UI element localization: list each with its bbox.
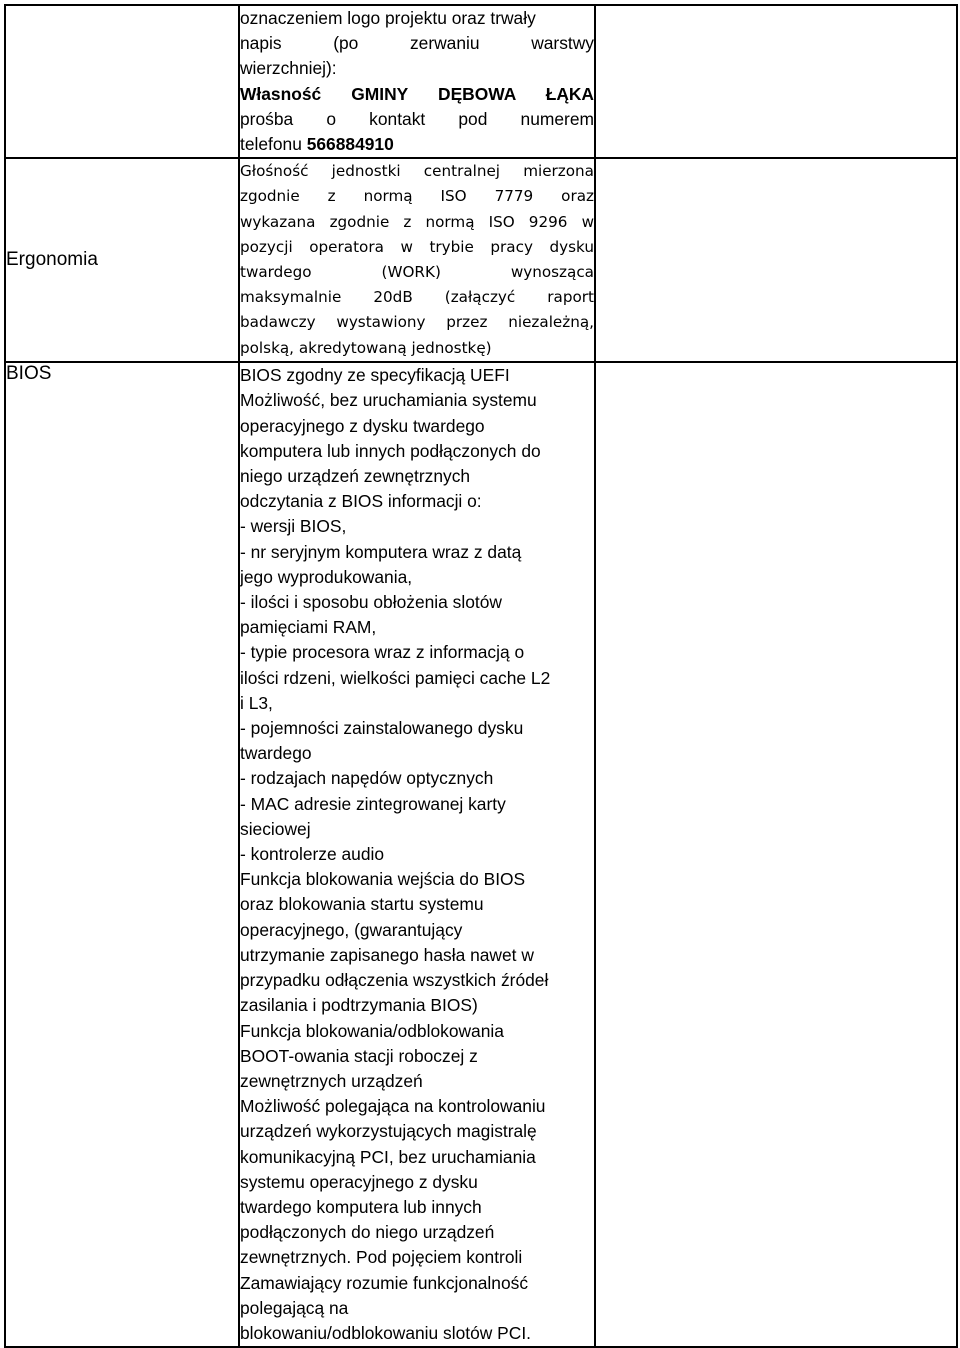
- description-line: niego urządzeń zewnętrznych: [240, 466, 471, 487]
- description-line: sieciowej: [240, 818, 311, 839]
- description-line: zasilania i podtrzymania BIOS): [240, 995, 478, 1016]
- empty-cell: [595, 5, 957, 158]
- category-label: Ergonomia: [6, 249, 98, 271]
- description-line: - pojemności zainstalowanego dysku: [240, 718, 524, 739]
- empty-cell: [595, 158, 957, 362]
- description-line: maksymalnie 20dB (załączyć raport: [240, 288, 594, 307]
- description-line: twardego komputera lub innych: [240, 1196, 482, 1217]
- phone-prefix: telefonu: [240, 134, 307, 155]
- description-line: podłączonych do niego urządzeń: [240, 1222, 495, 1243]
- category-cell-ergonomia: [5, 158, 239, 362]
- description-line: urządzeń wykorzystujących magistralę: [240, 1121, 537, 1142]
- description-line: wykazana zgodnie z normą ISO 9296 w: [240, 212, 594, 231]
- description-line: Głośność jednostki centralnej mierzona: [240, 162, 594, 181]
- description-line: polegającą na: [240, 1297, 349, 1318]
- description-line: - nr seryjnym komputera wraz z datą: [240, 541, 522, 562]
- description-line: Funkcja blokowania wejścia do BIOS: [240, 869, 526, 890]
- phone-line: [240, 132, 594, 157]
- table-row-logo: [5, 5, 957, 158]
- description-cell-bios: [239, 362, 595, 1347]
- description-line: - MAC adresie zintegrowanej karty: [240, 793, 506, 814]
- description-line: badawczy wystawiony przez niezależną,: [240, 313, 594, 332]
- category-cell-empty: [5, 5, 239, 158]
- description-line: operacyjnego, (gwarantujący: [240, 919, 463, 940]
- ownership-text: Własność GMINY DĘBOWA ŁĄKA: [240, 83, 594, 104]
- description-line: napis (po zerwaniu warstwy: [240, 33, 594, 54]
- description-line: Możliwość, bez uruchamiania systemu: [240, 390, 537, 411]
- specification-table: [4, 4, 958, 1348]
- description-line: utrzymanie zapisanego hasła nawet w: [240, 944, 534, 965]
- description-line: pamięciami RAM,: [240, 617, 377, 638]
- description-line: zewnętrznych. Pod pojęciem kontroli: [240, 1247, 523, 1268]
- description-line: komunikacyjną PCI, bez uruchamiania: [240, 1146, 536, 1167]
- description-cell-logo: [239, 5, 595, 158]
- category-cell-bios: [5, 362, 239, 1347]
- description-line: i L3,: [240, 692, 273, 713]
- description-line: polską, akredytowaną jednostkę): [240, 338, 492, 357]
- description-cell-ergonomia: [239, 158, 595, 362]
- description-line: zgodnie z normą ISO 7779 oraz: [240, 187, 594, 206]
- description-line: twardego: [240, 743, 312, 764]
- description-line: twardego (WORK) wynosząca: [240, 263, 594, 282]
- description-line: - typie procesora wraz z informacją o: [240, 642, 525, 663]
- description-line: wierzchniej):: [240, 58, 337, 79]
- description-line: blokowaniu/odblokowaniu slotów PCI.: [240, 1322, 531, 1343]
- description-line: BOOT-owania stacji roboczej z: [240, 1045, 478, 1066]
- description-line: komputera lub innych podłączonych do: [240, 440, 541, 461]
- description-line: operacyjnego z dysku twardego: [240, 415, 485, 436]
- description-line: pozycji operatora w trybie pracy dysku: [240, 237, 594, 256]
- description-line: - wersji BIOS,: [240, 516, 347, 537]
- category-label: BIOS: [6, 363, 52, 385]
- description-line: odczytania z BIOS informacji o:: [240, 491, 482, 512]
- description-line: Funkcja blokowania/odblokowania: [240, 1020, 504, 1041]
- description-line: przypadku odłączenia wszystkich źródeł: [240, 970, 549, 991]
- description-line: jego wyprodukowania,: [240, 566, 413, 587]
- description-line: - rodzajach napędów optycznych: [240, 768, 494, 789]
- description-line: prośba o kontakt pod numerem: [240, 108, 594, 129]
- description-line: - kontrolerze audio: [240, 844, 385, 865]
- table-row-ergonomia: [5, 158, 957, 362]
- description-line: Możliwość polegająca na kontrolowaniu: [240, 1096, 546, 1117]
- phone-number: 566884910: [306, 134, 394, 155]
- description-line: - ilości i sposobu obłożenia slotów: [240, 592, 502, 613]
- table-row-bios: [5, 362, 957, 1347]
- description-line: oznaczeniem logo projektu oraz trwały: [240, 8, 536, 28]
- description-line: Zamawiający rozumie funkcjonalność: [240, 1272, 529, 1293]
- description-line: systemu operacyjnego z dysku: [240, 1171, 478, 1192]
- description-line: BIOS zgodny ze specyfikacją UEFI: [240, 365, 510, 386]
- empty-cell: [595, 362, 957, 1347]
- description-line: ilości rdzeni, wielkości pamięci cache L2: [240, 667, 551, 688]
- description-line: oraz blokowania startu systemu: [240, 894, 484, 915]
- description-line: zewnętrznych urządzeń: [240, 1070, 423, 1091]
